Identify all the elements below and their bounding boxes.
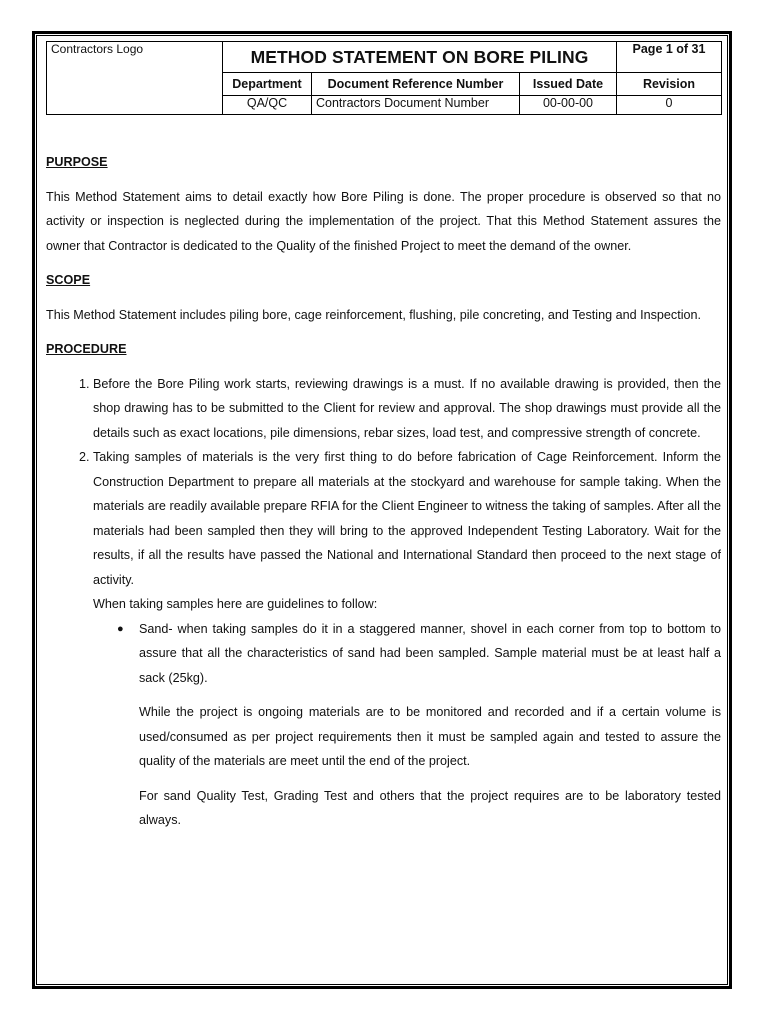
page-number: Page 1 of 31 xyxy=(617,42,722,73)
revision-value: 0 xyxy=(617,96,722,115)
purpose-heading: PURPOSE xyxy=(46,155,108,169)
issued-date-value: 00-00-00 xyxy=(520,96,617,115)
department-value: QA/QC xyxy=(223,96,312,115)
sand-note: For sand Quality Test, Grading Test and others that the project requires are to be laboratory tested always. xyxy=(139,788,721,827)
guidelines-intro: When taking samples here are guidelines to follow: xyxy=(93,597,378,611)
guideline-text: Sand- when taking samples do it in a staggered manner, shovel in each corner from top to bottom to assure that all the characteristics of sand had been sampled. Sample material must be at least half a sack (25kg). xyxy=(139,621,721,685)
scope-text: This Method Statement includes piling bore, cage reinforcement, flushing, pile concreting, and Testing and Inspection. xyxy=(46,307,702,322)
sand-note: While the project is ongoing materials are to be monitored and recorded and if a certain volume is used/consumed as per project requirements then it must be sampled again and tested to assure the quality of the materials are meet until the end of the project. xyxy=(139,705,721,768)
issued-date-header: Issued Date xyxy=(520,73,617,96)
scope-heading: SCOPE xyxy=(46,273,91,287)
doc-ref-header: Document Reference Number xyxy=(312,73,520,96)
revision-header: Revision xyxy=(617,73,722,96)
procedure-step: 2. Taking samples of materials is the very first thing to do before fabrication of Cage Reinforcement. Inform the Construction Department to prepare all materials at the stockyard and warehouse for sample taking. When the materials are readily available prepare RFIA for the Client Engineer to witness the taking of samples. After all the materials had been sampled then they will bring to the approved Independent Testing Laboratory. Wait for the results, if all the results have passed the National and International Standard then proceed to the next stage of activity. xyxy=(93,445,721,592)
bullet-icon: ● xyxy=(117,622,124,635)
document-title: METHOD STATEMENT ON BORE PILING xyxy=(223,42,617,73)
guidelines-list xyxy=(46,617,721,691)
procedure-heading: PROCEDURE xyxy=(46,342,127,356)
department-header: Department xyxy=(223,73,312,96)
document-header-table xyxy=(46,41,722,115)
procedure-list xyxy=(46,372,721,593)
guideline-item xyxy=(117,617,721,691)
document-body xyxy=(46,150,721,833)
doc-ref-value: Contractors Document Number xyxy=(312,96,520,115)
procedure-step: 1. Before the Bore Piling work starts, reviewing drawings is a must. If no available drawing is provided, then the shop drawing has to be submitted to the Client for review and approval. The shop drawings must provide all the details such as exact locations, pile dimensions, rebar sizes, load test, and compressive strength of concrete. xyxy=(93,372,721,446)
contractor-logo-placeholder: Contractors Logo xyxy=(47,42,223,115)
purpose-text: This Method Statement aims to detail exactly how Bore Piling is done. The proper procedure is observed so that no activity or inspection is neglected during the implementation of the project. That this Method Statement assures the owner that Contractor is dedicated to the Quality of the finished Project to meet the demand of the owner. xyxy=(46,189,721,253)
